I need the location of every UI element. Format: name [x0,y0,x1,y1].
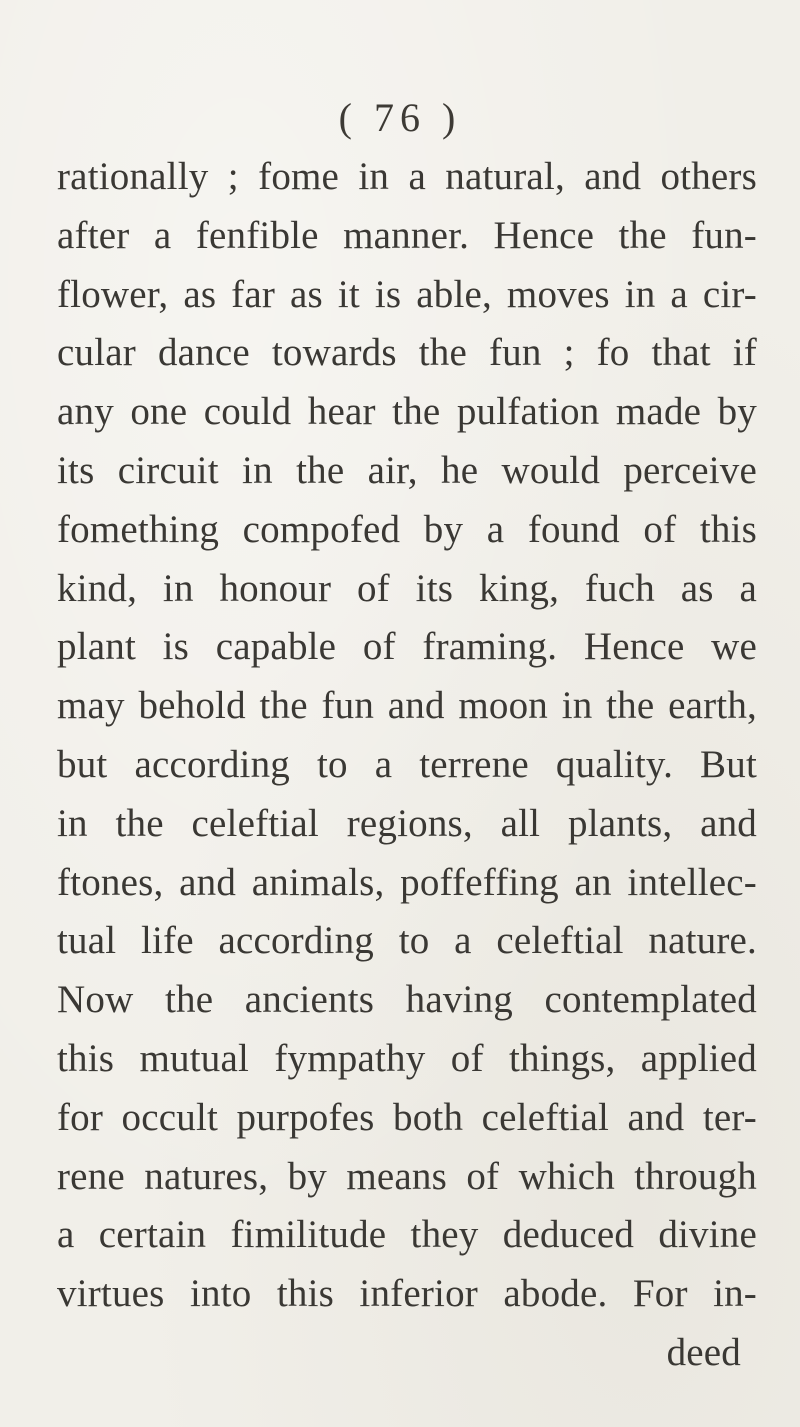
text-line-16: this mutual fympathy of things, applied [57,1036,757,1080]
text-line-17: for occult purpofes both celeftial and ter- [57,1095,757,1139]
text-line-5: any one could hear the pulfation made by [57,390,757,434]
text-line-3: flower, as far as it is able, moves in a cir- [57,272,757,316]
text-line-20: virtues into this inferior abode. For in- [57,1272,757,1316]
text-line-13: ftones, and animals, poffeffing an intellec- [57,860,757,904]
text-line-11: but according to a terrene quality. But [57,742,757,786]
text-line-18: rene natures, by means of which through [57,1154,757,1198]
text-line-14: tual life according to a celeftial nature. [57,919,757,963]
text-line-12: in the celeftial regions, all plants, and [57,801,757,845]
text-line-10: may behold the fun and moon in the earth, [57,684,757,728]
text-line-9: plant is capable of framing. Hence we [57,625,757,669]
page-number: ( 76 ) [338,95,462,140]
catchword: deed [666,1330,741,1374]
text-line-19: a certain fimilitude they deduced divine [57,1213,757,1257]
text-line-4: cular dance towards the fun ; fo that if [57,331,757,375]
text-line-1: rationally ; fome in a natural, and others [57,155,757,198]
text-line-8: kind, in honour of its king, fuch as a [57,566,757,610]
text-line-2: after a fenfible manner. Hence the fun- [57,213,757,257]
text-line-15: Now the ancients having contemplated [57,978,757,1022]
body-text [57,148,757,1383]
text-line-6: its circuit in the air, he would perceive [57,448,757,492]
text-line-7: fomething compofed by a found of this [57,507,757,551]
